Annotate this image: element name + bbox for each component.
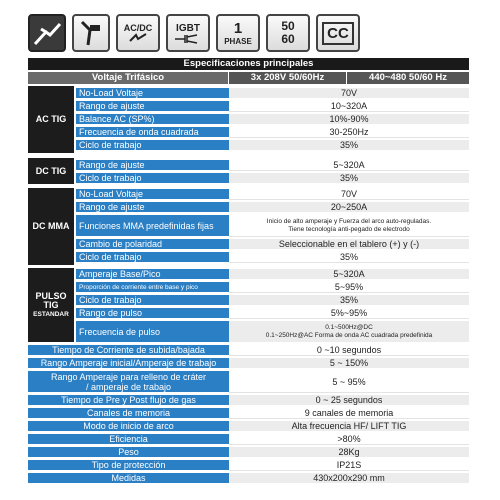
table-row: [28, 358, 469, 369]
table-row: [76, 202, 469, 213]
row-value-line: 0.1~250Hz@AC Forma de onda AC cuadrada predefinida: [265, 331, 433, 339]
table-row: [76, 114, 469, 125]
table-row: [76, 295, 469, 306]
table-row: [76, 160, 469, 171]
row-value: 5%~95%: [229, 308, 469, 319]
row-value: 5 ~ 150%: [229, 358, 469, 369]
row-label: Tiempo de Corriente de subida/bajada: [28, 345, 229, 356]
group-dc-tig: [28, 158, 74, 184]
row-label: Rango Amperaje inicial/Amperaje de trabajo: [28, 358, 229, 369]
row-label: Funciones MMA predefinidas fijas: [76, 215, 229, 237]
row-label: Medidas: [28, 473, 229, 484]
igbt-label: IGBT: [176, 22, 200, 34]
row-value: 10~320A: [229, 101, 469, 112]
table-row: [76, 321, 469, 343]
row-label: Peso: [28, 447, 229, 458]
group-dc-mma-label: DC MMA: [32, 221, 70, 231]
row-label: Ciclo de trabajo: [76, 173, 229, 184]
row-value: IP21S: [229, 460, 469, 471]
row-label: Frecuencia de pulso: [76, 321, 229, 343]
row-value: 35%: [229, 295, 469, 306]
row-value: 35%: [229, 173, 469, 184]
acdc-label: AC/DC: [123, 23, 153, 33]
table-row: [76, 269, 469, 280]
row-value: [229, 215, 469, 237]
row-value: [229, 321, 469, 343]
row-label: Rango de ajuste: [76, 160, 229, 171]
row-label: Canales de memoria: [28, 408, 229, 419]
spec-table-header: [28, 72, 469, 84]
table-row: [76, 101, 469, 112]
row-label: Amperaje Base/Pico: [76, 269, 229, 280]
acdc-icon: [116, 14, 160, 52]
table-row: [76, 140, 469, 151]
row-value: 9 canales de memoria: [229, 408, 469, 419]
row-label: Balance AC (SP%): [76, 114, 229, 125]
row-label: Tipo de protección: [28, 460, 229, 471]
row-label: Rango de pulso: [76, 308, 229, 319]
group-pulso-label-1: PULSO: [35, 290, 67, 301]
mma-electrode-holder-icon: [28, 14, 66, 52]
group-pulso-label-3: ESTANDAR: [33, 310, 69, 318]
row-value: 35%: [229, 140, 469, 151]
row-label: Ciclo de trabajo: [76, 252, 229, 263]
table-row: [28, 395, 469, 406]
table-row: [76, 88, 469, 99]
table-row: [28, 473, 469, 484]
table-row: [28, 434, 469, 445]
row-value: 5 ~ 95%: [229, 371, 469, 393]
spec-table-title: Especificaciones principales: [28, 58, 469, 70]
table-row: [28, 447, 469, 458]
table-row: [76, 282, 469, 293]
row-value: 5~95%: [229, 282, 469, 293]
header-col-voltage: Voltaje Trifásico: [28, 72, 229, 84]
table-row: [76, 239, 469, 250]
row-label: Rango de ajuste: [76, 202, 229, 213]
table-row: [28, 371, 469, 393]
row-value: 35%: [229, 252, 469, 263]
row-value: 0 ~ 25 segundos: [229, 395, 469, 406]
group-pulso-tig: [28, 268, 74, 342]
row-value: 10%-90%: [229, 114, 469, 125]
row-value: 70V: [229, 189, 469, 200]
phase-icon: [216, 14, 260, 52]
group-ac-tig: [28, 86, 74, 153]
row-value: >80%: [229, 434, 469, 445]
table-row: [28, 345, 469, 356]
table-row: [76, 308, 469, 319]
row-label: Ciclo de trabajo: [76, 140, 229, 151]
row-label: No-Load Voltaje: [76, 189, 229, 200]
row-value-line: Inicio de alto amperaje y Fuerza del arco auto-reguladas.: [266, 218, 432, 225]
cc-label: CC: [322, 22, 354, 45]
row-label: Modo de inicio de arco: [28, 421, 229, 432]
phase-number: 1: [233, 20, 243, 37]
row-label: [28, 371, 229, 393]
row-value-line: 0.1~500Hz@DC: [325, 324, 373, 331]
table-row: [76, 252, 469, 263]
row-value: 20~250A: [229, 202, 469, 213]
row-value: 0 ~10 segundos: [229, 345, 469, 356]
row-value: 70V: [229, 88, 469, 99]
row-label: Frecuencia de onda cuadrada: [76, 127, 229, 138]
constant-current-icon: [316, 14, 360, 52]
group-dc-mma: [28, 188, 74, 265]
table-row: [28, 408, 469, 419]
table-row: [76, 215, 469, 237]
frequency-icon: [266, 14, 310, 52]
row-label: Tiempo de Pre y Post flujo de gas: [28, 395, 229, 406]
row-label: Rango de ajuste: [76, 101, 229, 112]
row-value: 28Kg: [229, 447, 469, 458]
table-row: [76, 189, 469, 200]
igbt-icon: [166, 14, 210, 52]
row-value: Seleccionable en el tablero (+) y (-): [229, 239, 469, 250]
tig-torch-icon: [72, 14, 110, 52]
row-value-line: Tiene tecnología anti-pegado de electrodo: [288, 225, 410, 233]
row-label-line: / amperaje de trabajo: [85, 381, 172, 392]
table-row: [76, 127, 469, 138]
phase-label: PHASE: [224, 37, 252, 46]
table-row: [28, 460, 469, 471]
process-icons: [28, 14, 360, 56]
row-label: Cambio de polaridad: [76, 239, 229, 250]
group-dc-tig-label: DC TIG: [35, 165, 67, 176]
row-value: 30-250Hz: [229, 127, 469, 138]
header-col-440v: 440~480 50/60 Hz: [347, 72, 469, 84]
row-label-line: Rango Amperaje para relleno de cráter: [50, 371, 207, 382]
row-label: No-Load Voltaje: [76, 88, 229, 99]
row-value: 5~320A: [229, 269, 469, 280]
group-pulso-label-2: TIG: [43, 299, 59, 310]
row-label: Ciclo de trabajo: [76, 295, 229, 306]
header-col-208v: 3x 208V 50/60Hz: [229, 72, 347, 84]
group-ac-tig-label: AC TIG: [35, 114, 67, 124]
row-value: 5~320A: [229, 160, 469, 171]
frequency-bottom: 60: [281, 32, 295, 46]
frequency-top: 50: [281, 19, 295, 33]
row-value: Alta frecuencia HF/ LIFT TIG: [229, 421, 469, 432]
row-value: 430x200x290 mm: [229, 473, 469, 484]
row-label: Proporción de corriente entre base y pico: [76, 282, 229, 293]
table-row: [76, 173, 469, 184]
table-row: [28, 421, 469, 432]
row-label: Eficiencia: [28, 434, 229, 445]
